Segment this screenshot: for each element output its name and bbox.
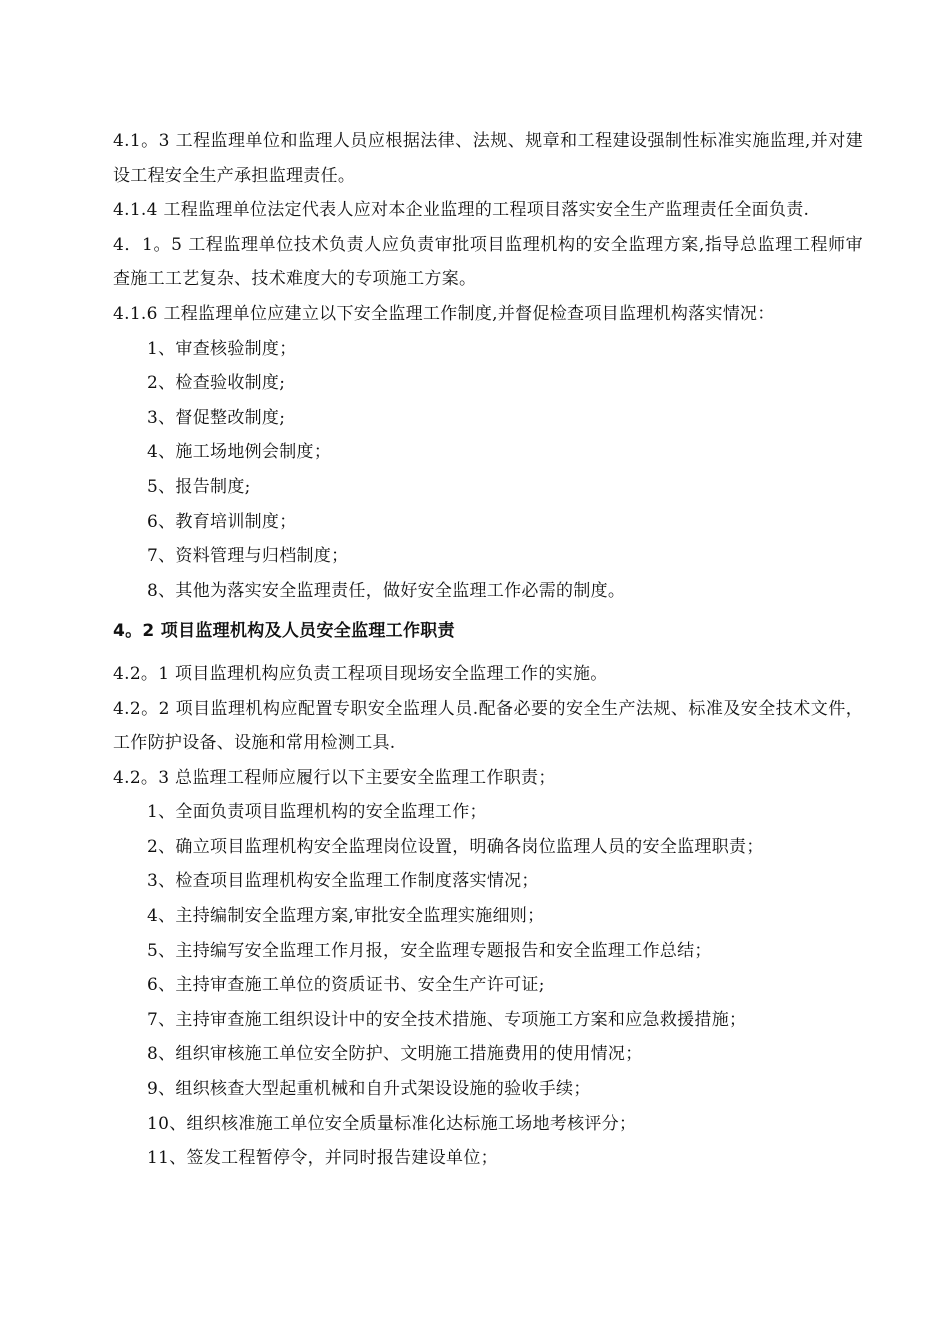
system-list: [113, 332, 863, 609]
list-item: 2、检查验收制度;: [147, 373, 286, 394]
document-body: [113, 124, 863, 1176]
paragraph-4-1-3: 4.1。3 工程监理单位和监理人员应根据法律、法规、规章和工程建设强制性标准实施监理,并对建设工程安全生产承担监理责任。: [113, 131, 863, 186]
list-item: 8、其他为落实安全监理责任，做好安全监理工作必需的制度。: [147, 580, 626, 601]
paragraph-4-2-2: 4.2。2 项目监理机构应配置专职安全监理人员.配备必要的安全生产法规、标准及安全技术文件，工作防护设备、设施和常用检测工具.: [113, 698, 863, 754]
paragraph-4-1-4: 4.1.4 工程监理单位法定代表人应对本企业监理的工程项目落实安全生产监理责任全面负责.: [113, 200, 810, 221]
list-item: 2、确立项目监理机构安全监理岗位设置，明确各岗位监理人员的安全监理职责；: [147, 836, 764, 857]
list-item: 3、检查项目监理机构安全监理工作制度落实情况；: [147, 871, 539, 892]
list-item: 5、报告制度;: [147, 476, 251, 497]
list-item: 1、审查核验制度；: [147, 338, 297, 359]
list-item: 11、签发工程暂停令，并同时报告建设单位；: [147, 1148, 498, 1169]
section-heading-4-2: 4。2 项目监理机构及人员安全监理工作职责: [113, 621, 455, 642]
duties-list: [113, 795, 863, 1176]
list-item: 4、主持编制安全监理方案,审批安全监理实施细则；: [147, 906, 545, 927]
paragraph-4-1-6: 4.1.6 工程监理单位应建立以下安全监理工作制度,并督促检查项目监理机构落实情况：: [113, 303, 775, 324]
list-item: 6、教育培训制度；: [147, 511, 297, 532]
paragraph-4-2-1: 4.2。1 项目监理机构应负责工程项目现场安全监理工作的实施。: [113, 663, 608, 684]
list-item: 10、组织核准施工单位安全质量标准化达标施工场地考核评分；: [147, 1113, 637, 1134]
list-item: 8、组织审核施工单位安全防护、文明施工措施费用的使用情况；: [147, 1044, 643, 1065]
paragraph-4-2-3: 4.2。3 总监理工程师应履行以下主要安全监理工作职责；: [113, 767, 556, 788]
list-item: 3、督促整改制度;: [147, 407, 286, 428]
paragraph-4-1-5: 4．1。5 工程监理单位技术负责人应负责审批项目监理机构的安全监理方案,指导总监理工程师审查施工工艺复杂、技术难度大的专项施工方案。: [113, 234, 863, 290]
list-item: 7、主持审查施工组织设计中的安全技术措施、专项施工方案和应急救援措施；: [147, 1009, 747, 1030]
list-item: 9、组织核查大型起重机械和自升式架设设施的验收手续；: [147, 1079, 591, 1100]
list-item: 4、施工场地例会制度；: [147, 442, 332, 463]
list-item: 7、资料管理与归档制度；: [147, 546, 349, 567]
list-item: 1、全面负责项目监理机构的安全监理工作；: [147, 802, 487, 823]
list-item: 5、主持编写安全监理工作月报，安全监理专题报告和安全监理工作总结；: [147, 940, 712, 961]
list-item: 6、主持审查施工单位的资质证书、安全生产许可证;: [147, 975, 545, 996]
